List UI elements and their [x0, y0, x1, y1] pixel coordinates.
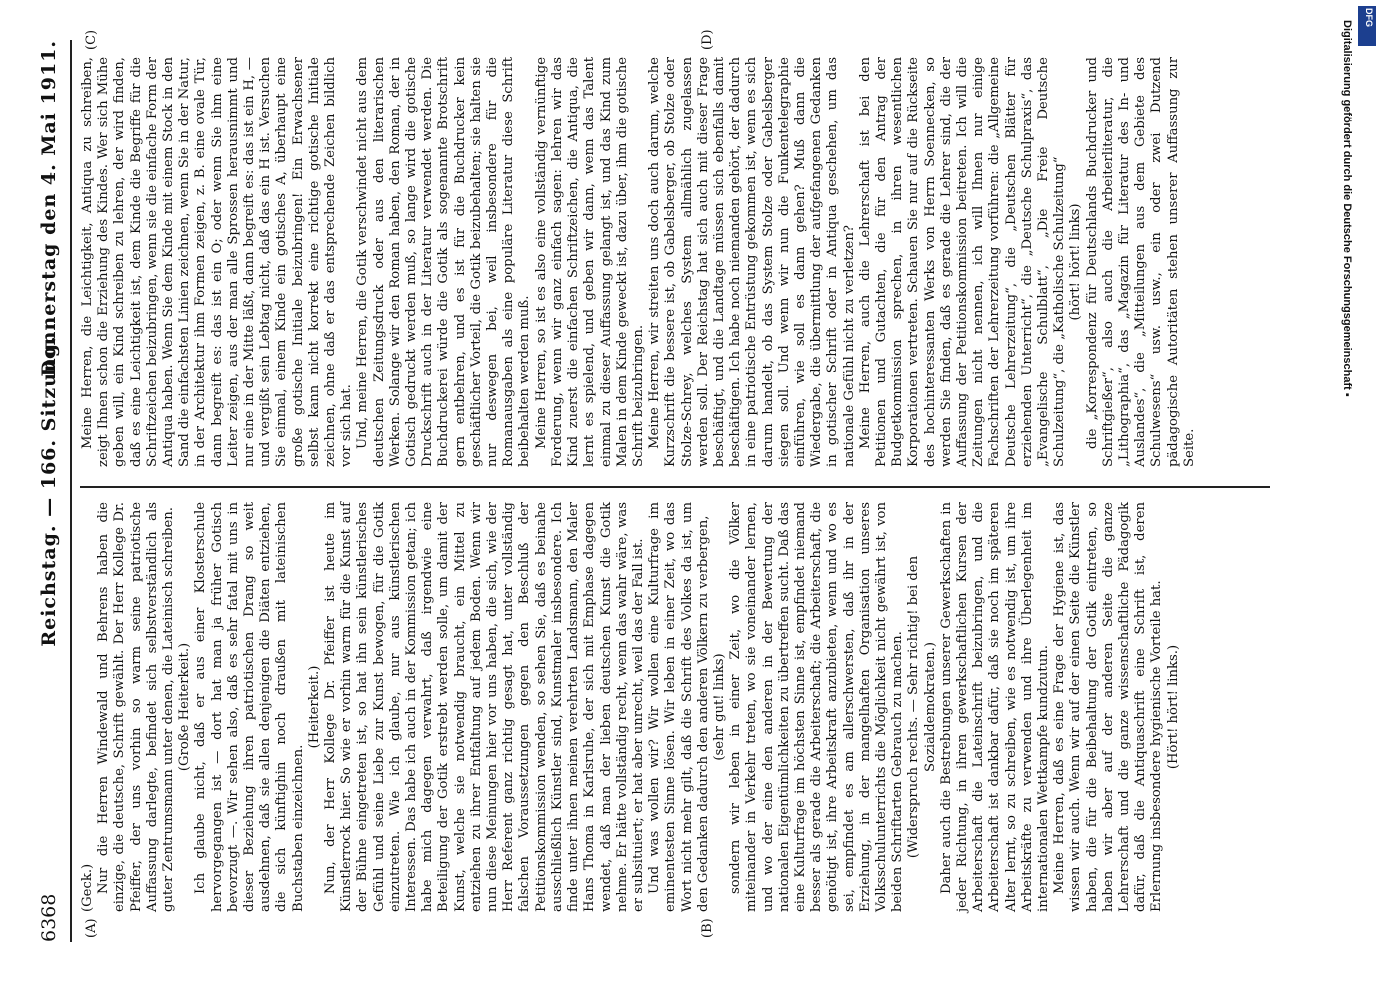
- interjection: (Heiterkeit.): [306, 665, 322, 749]
- paragraph: Nur die Herren Windewald und Behrens haben die einzige, die deutsche, Schrift gewählt. Der Herr Kollege Dr. Pfeiffer, der uns vorhin so warm seine patriotische Auffassung darlegte, befindet sich selbstverständlich als guter Zentrumsmann unter denen, die Lateinisch schreiben.: [96, 502, 177, 912]
- interjection: (Hört! hört! links.): [1165, 644, 1181, 770]
- speaker-label: (Geck.): [80, 863, 95, 912]
- margin-mark-d: (D): [700, 29, 715, 50]
- header-date: Donnerstag den 4. Mai 1911.: [38, 40, 60, 377]
- paragraph: Ich glaube nicht, daß er aus einer Klosterschule hervorgegangen ist — dort hat man ja früher Gotisch bevorzugt —. Wir sehen also, daß es sehr fatal mit uns in dieser Beziehung ihren patriotischen Drang so weit ausdehnen, daß sie allen denjenigen die Diäten entziehen, die sich künftighin noch draußen mit lateinischen Buchstaben einzeichnen.: [193, 502, 306, 912]
- margin-mark-a: (A): [84, 918, 99, 938]
- column-divider: [80, 486, 1270, 488]
- page-number: 6368: [38, 893, 60, 942]
- digitization-note-text: Digitalisierung gefördert durch die Deutsche Forschungsgemeinschaft ▪: [1341, 20, 1353, 397]
- paragraph: Meine Herren, wir streiten uns doch auch darum, welche Kurzschrift die bessere ist, ob Gabelsberger, ob Stolze oder Stolze-Schrey, welches System allmählich zugelassen werden soll. Der Reichstag hat sich auch mit dieser Frage beschäftigt, und die Landtage müssen sich ebenfalls damit beschäftigen. Ich habe noch niemanden gehört, der dadurch in eine patriotische Entrüstung gekommen ist, wenn es sich darum handelt, ob das System Stolze oder Gabelsberger siegen soll. Und wenn wir nun die Funkentelegraphie einführen, wie soll es dann gehen? Muß dann die Wiedergabe, die übermittlung der aufgefangenen Gedanken in gotischer Schrift oder in Antiqua geschehen, um das nationale Gefühl nicht zu verletzen?: [647, 57, 857, 467]
- paragraph: Meine Herren, die Leichtigkeit, Antiqua zu schreiben, zeigt Ihnen schon die Erziehung des Kindes. Wer sich Mühe geben will, ein Kind schreiben zu lehren, der wird finden, daß es eine Leichtigkeit ist, dem Kinde die Begriffe für die Schriftzeichen beizubringen, wenn sie die einfache Form der Antiqua haben. Wenn Sie dem Kinde mit einem Stock in den Sand die einfachsten Linien zeichnen, wenn Sie in der Natur, in der Architektur ihm Formen zeigen, z. B. eine ovale Tür, dann begreift es: das ist ein O; oder wenn Sie ihm eine Leiter zeigen, aus der man alle Sprossen herausnimmt und nur eine in der Mitte läßt, dann begreift es: das ist ein H, — und vergißt sein Lebtag nicht, daß das ein H ist. Versuchen Sie einmal, einem Kinde ein gotisches A, überhaupt eine große gotische Initiale beizubringen! Ein Erwachsener selbst kann nicht korrekt eine richtige gotische Initiale zeichnen, ohne daß er das entsprechende Zeichen bildlich vor sich hat.: [80, 57, 355, 467]
- paragraph: Meine Herren, so ist es also eine vollständig vernünftige Forderung, wenn wir ganz einfach sagen: lehren wir das Kind zuerst die einfachen Schriftzeichen, die Antiqua, die lernt es spielend, und geben wir dann, wenn das Talent einmal zu dieser Auffassung gelangt ist, und das Kind zum Malen in dem Kinde geweckt ist, dazu über, ihm die gotische Schrift beizubringen.: [533, 57, 646, 467]
- paragraph: sondern wir leben in einer Zeit, wo die Völker miteinander in Verkehr treten, wo sie voneinander lernen, und wo der eine den anderen in der Bewertung der nationalen Eigentümlichkeiten zu übertreffen sucht. Daß das eine Kulturfrage im höchsten Sinne ist, empfindet niemand besser als gerade die Arbeiterschaft; die Arbeiterschaft, die genötigt ist, ihre Arbeitskraft anzubieten, wenn und wo es sei, empfindet es am allerschwersten, daß ihr in der Erziehung, in der mangelhaften Organisation unseres Volksschulunterrichts die Möglichkeit nicht gewährt ist, von beiden Schriftarten Gebrauch zu machen.: [728, 502, 906, 912]
- left-text-column: [80, 502, 1182, 912]
- header-session-title: Reichstag. — 166. Sitzung.: [38, 335, 60, 647]
- paragraph: Und, meine Herren, die Gotik verschwindet nicht aus dem deutschen Zeitungsdruck oder aus den literarischen Werken. Solange wir den Roman haben, den Roman, der in Gotisch gedruckt werden muß, so lange wird die gotische Druckschrift auch in der Literatur verwendet werden. Die Buchdruckerei würde die Gotik als sogenannte Brotschrift gern entbehren, und es ist für die Buchdrucker kein geschäftlicher Vorteil, die Gotik beizubehalten; sie halten sie nur deswegen bei, weil insbesondere für die Romanausgaben als eine populäre Literatur diese Schrift beibehalten werden muß.: [355, 57, 533, 467]
- paragraph: Nun, der Herr Kollege Dr. Pfeiffer ist heute im Künstlerrock hier. So wie er vorhin warm für die Kunst auf der Bühne eingetreten ist, so hat ihn sein künstlerisches Gefühl und seine Liebe zur Kunst bewogen, für die Gotik einzutreten. Wie ich glaube, nur aus künstlerischen Interessen. Das habe ich auch in der Kommission getan; ich habe mich dagegen verwahrt, daß irgendwie eine Beteiligung der Gotik erstrebt werden solle, um damit der Kunst, welche sie notwendig braucht, ein Mittel zu entziehen zu ihrer Entfaltung auf jedem Boden. Wenn wir nun diese Meinungen hier vor uns haben, die sich, wie der Herr Referent ganz richtig gesagt hat, unter vollständig falschen Voraussetzungen gegen den Beschluß der Petitionskommission wenden, so sehen Sie, daß es beinahe ausschließlich Künstler sind, Kunstmaler insbesondere. Ich finde unter ihnen meinen verehrten Landsmann, den Maler Hans Thoma in Karlsruhe, der sich mit Emphase dagegen wendet, daß man der lieben deutschen Kunst die Gotik nehme. Er hätte vollständig recht, wenn das wahr wäre, was er subsituiert; er hat aber unrecht, weil das der Fall ist.: [323, 502, 646, 912]
- margin-mark-c: (C): [84, 29, 99, 50]
- paragraph: Meine Herren, daß es eine Frage der Hygiene ist, das wissen wir auch. Wenn wir auf der einen Seite die Künstler haben, die für die Beibehaltung der Gotik eintreten, so haben wir aber auf der anderen Seite die ganze Lehrerschaft und die ganze wissenschaftliche Pädagogik dafür, daß die Antiquaschrift eine Schrift ist, deren Erlernung insbesondere hygienische Vorteile hat.: [1052, 502, 1165, 912]
- paragraph: die „Korrespondenz für Deutschlands Buchdrucker und Schriftgießer“, also auch die Arbeiterliteratur, die „Lithographia“, das „Magazin für Literatur des In- und Auslandes“, die „Mitteilungen aus dem Gebiete des Schulwesens“ usw. usw., ein oder zwei Dutzend pädagogische Autoritäten stehen unserer Auffassung zur Seite.: [1084, 57, 1197, 467]
- right-text-column: [80, 57, 1198, 467]
- digitization-note: [1325, 20, 1365, 980]
- interjection: (Widerspruch rechts. — Sehr richtig! bei den Sozialdemokraten.): [906, 555, 938, 859]
- interjection: (Große Heiterkeit.): [177, 642, 193, 772]
- interjection: (hört! hört! links): [1068, 203, 1084, 321]
- interjection: (sehr gut! links): [711, 653, 727, 761]
- page-header: [38, 40, 68, 942]
- paragraph: Und was wollen wir? Wir wollen eine Kulturfrage im eminentesten Sinne lösen. Wir leben in einer Zeit, wo das Wort nicht mehr gilt, daß die Schrift des Volkes da ist, um den Gedanken dadurch den anderen Völkern zu verbergen,: [647, 502, 711, 912]
- dfg-logo-text: DFG: [1364, 8, 1374, 27]
- dfg-logo: [1358, 6, 1376, 46]
- paragraph: Daher auch die Bestrebungen unserer Gewerkschaften in jeder Richtung, in ihren gewerkschaftlichen Kursen der Arbeiterschaft die Lateinschrift beizubringen, und die Arbeiterschaft ist dankbar dafür, daß sie noch im späteren Alter lernt, so zu schreiben, wie es notwendig ist, um ihre Arbeitskräfte zu verwenden und ihre Überlegenheit im internationalen Wettkampfe kundzutun.: [938, 502, 1051, 912]
- paragraph: Meine Herren, auch die Lehrerschaft ist bei den Petitionen und Gutachten, die für den Antrag der Budgetkommission sprechen, in ihren wesentlichen Korporationen vertreten. Schauen Sie nur auf die Rückseite des hochinteressanten Werks von Herrn Soennecken, so werden Sie finden, daß es gerade die Lehrer sind, die der Auffassung der Petitionskommission beitreten. Ich will die Zeitungen nicht nennen, ich will Ihnen nur einige Fachschriften der Lehrerzeitung vorführen: die „Allgemeine Deutsche Lehrerzeitung“, die „Deutschen Blätter für erziehenden Unterricht“, die „Deutsche Schulpraxis“, das „Evangelische Schulblatt“, „Die Freie Deutsche Schulzeitung“, die „Katholische Schulzeitung“: [857, 57, 1068, 467]
- margin-mark-b: (B): [700, 918, 715, 938]
- header-rule: [70, 40, 72, 942]
